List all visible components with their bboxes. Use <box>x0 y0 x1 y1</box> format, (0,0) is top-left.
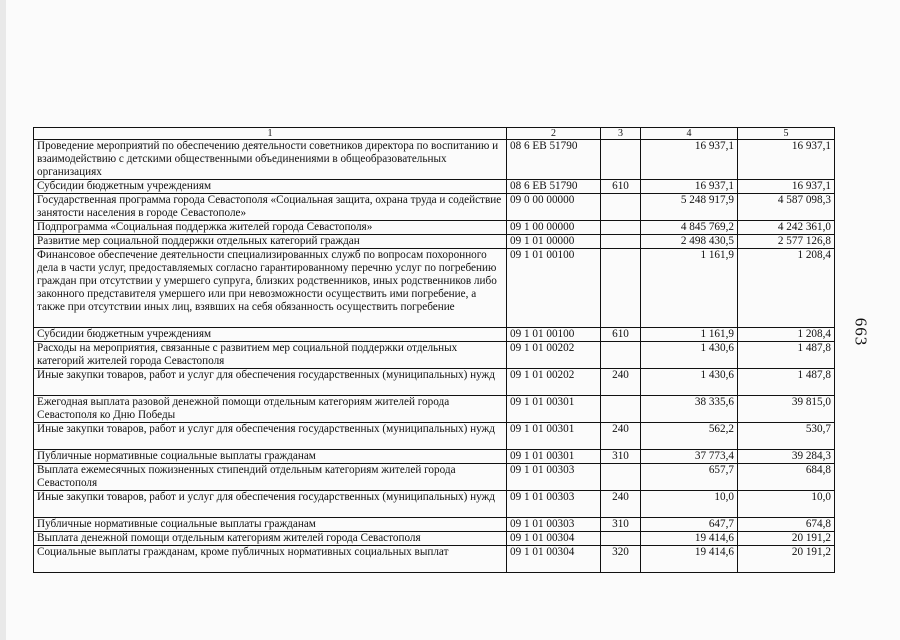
expense-type-code <box>601 194 641 221</box>
table-row <box>34 235 835 249</box>
row-name: Иные закупки товаров, работ и услуг для обеспечения государственных (муниципальных) нужд <box>34 369 507 396</box>
amount-year-1: 4 845 769,2 <box>641 221 738 235</box>
page-number: 663 <box>851 317 871 347</box>
target-article-code: 08 6 EB 51790 <box>507 140 601 180</box>
budget-table-body <box>34 128 835 573</box>
table-row <box>34 221 835 235</box>
amount-year-1: 1 161,9 <box>641 328 738 342</box>
table-row <box>34 396 835 423</box>
table-row <box>34 342 835 369</box>
amount-year-1: 2 498 430,5 <box>641 235 738 249</box>
column-header: 3 <box>601 128 641 140</box>
target-article-code: 09 1 01 00303 <box>507 518 601 532</box>
target-article-code: 09 1 01 00301 <box>507 450 601 464</box>
target-article-code: 09 1 01 00202 <box>507 342 601 369</box>
expense-type-code <box>601 221 641 235</box>
budget-table <box>33 127 835 573</box>
expense-type-code: 610 <box>601 180 641 194</box>
amount-year-2: 4 242 361,0 <box>738 221 835 235</box>
amount-year-2: 20 191,2 <box>738 546 835 573</box>
amount-year-1: 1 430,6 <box>641 369 738 396</box>
target-article-code: 09 1 01 00304 <box>507 546 601 573</box>
amount-year-2: 1 487,8 <box>738 369 835 396</box>
table-row <box>34 464 835 491</box>
amount-year-1: 16 937,1 <box>641 140 738 180</box>
amount-year-1: 647,7 <box>641 518 738 532</box>
amount-year-1: 37 773,4 <box>641 450 738 464</box>
table-row <box>34 491 835 518</box>
expense-type-code: 310 <box>601 518 641 532</box>
row-name: Выплата ежемесячных пожизненных стипендий отдельным категориям жителей города Севастополя <box>34 464 507 491</box>
amount-year-1: 16 937,1 <box>641 180 738 194</box>
target-article-code: 09 1 01 00303 <box>507 464 601 491</box>
amount-year-2: 2 577 126,8 <box>738 235 835 249</box>
row-name: Выплата денежной помощи отдельным категориям жителей города Севастополя <box>34 532 507 546</box>
target-article-code: 09 1 01 00100 <box>507 328 601 342</box>
expense-type-code: 240 <box>601 491 641 518</box>
expense-type-code: 610 <box>601 328 641 342</box>
target-article-code: 09 1 01 00000 <box>507 235 601 249</box>
amount-year-2: 1 208,4 <box>738 328 835 342</box>
table-row <box>34 532 835 546</box>
table-row <box>34 518 835 532</box>
table-row <box>34 249 835 328</box>
target-article-code: 09 0 00 00000 <box>507 194 601 221</box>
row-name: Субсидии бюджетным учреждениям <box>34 328 507 342</box>
table-row <box>34 450 835 464</box>
row-name: Государственная программа города Севастополя «Социальная защита, охрана труда и содействие занятости населения в городе Севастополе» <box>34 194 507 221</box>
expense-type-code: 240 <box>601 369 641 396</box>
amount-year-1: 19 414,6 <box>641 532 738 546</box>
target-article-code: 09 1 01 00100 <box>507 249 601 328</box>
row-name: Развитие мер социальной поддержки отдельных категорий граждан <box>34 235 507 249</box>
amount-year-2: 39 284,3 <box>738 450 835 464</box>
table-row <box>34 423 835 450</box>
table-row <box>34 194 835 221</box>
row-name: Иные закупки товаров, работ и услуг для обеспечения государственных (муниципальных) нужд <box>34 423 507 450</box>
amount-year-2: 16 937,1 <box>738 180 835 194</box>
expense-type-code: 320 <box>601 546 641 573</box>
target-article-code: 08 6 EB 51790 <box>507 180 601 194</box>
table-row <box>34 140 835 180</box>
row-name: Расходы на мероприятия, связанные с развитием мер социальной поддержки отдельных категорий жителей города Севастополя <box>34 342 507 369</box>
expense-type-code <box>601 532 641 546</box>
amount-year-2: 10,0 <box>738 491 835 518</box>
column-header: 4 <box>641 128 738 140</box>
amount-year-1: 1 430,6 <box>641 342 738 369</box>
expense-type-code <box>601 396 641 423</box>
target-article-code: 09 1 00 00000 <box>507 221 601 235</box>
amount-year-2: 16 937,1 <box>738 140 835 180</box>
amount-year-1: 10,0 <box>641 491 738 518</box>
target-article-code: 09 1 01 00301 <box>507 396 601 423</box>
row-name: Публичные нормативные социальные выплаты гражданам <box>34 450 507 464</box>
column-header: 1 <box>34 128 507 140</box>
table-row <box>34 180 835 194</box>
amount-year-2: 684,8 <box>738 464 835 491</box>
expense-type-code <box>601 464 641 491</box>
table-row <box>34 369 835 396</box>
table-row <box>34 328 835 342</box>
target-article-code: 09 1 01 00202 <box>507 369 601 396</box>
row-name: Иные закупки товаров, работ и услуг для обеспечения государственных (муниципальных) нужд <box>34 491 507 518</box>
amount-year-1: 19 414,6 <box>641 546 738 573</box>
expense-type-code <box>601 235 641 249</box>
expense-type-code: 310 <box>601 450 641 464</box>
amount-year-1: 5 248 917,9 <box>641 194 738 221</box>
expense-type-code <box>601 140 641 180</box>
amount-year-1: 38 335,6 <box>641 396 738 423</box>
target-article-code: 09 1 01 00301 <box>507 423 601 450</box>
expense-type-code: 240 <box>601 423 641 450</box>
expense-type-code <box>601 249 641 328</box>
row-name: Субсидии бюджетным учреждениям <box>34 180 507 194</box>
row-name: Подпрограмма «Социальная поддержка жителей города Севастополя» <box>34 221 507 235</box>
column-number-row <box>34 128 835 140</box>
row-name: Социальные выплаты гражданам, кроме публичных нормативных социальных выплат <box>34 546 507 573</box>
target-article-code: 09 1 01 00303 <box>507 491 601 518</box>
expense-type-code <box>601 342 641 369</box>
amount-year-2: 1 208,4 <box>738 249 835 328</box>
amount-year-2: 530,7 <box>738 423 835 450</box>
amount-year-1: 1 161,9 <box>641 249 738 328</box>
scan-edge <box>0 0 6 640</box>
amount-year-2: 20 191,2 <box>738 532 835 546</box>
row-name: Финансовое обеспечение деятельности специализированных служб по вопросам похоронного дела в части услуг, предоставляемых согласно гарантированному перечню услуг по погребению граждан при отсутствии у умершего супруга, близких родственников, иных родственников либо законного представителя умершего или при невозможности осуществить ими погребение, а также при отсутствии иных лиц, взявших на себя обязанность осуществить погребение <box>34 249 507 328</box>
amount-year-2: 4 587 098,3 <box>738 194 835 221</box>
target-article-code: 09 1 01 00304 <box>507 532 601 546</box>
row-name: Ежегодная выплата разовой денежной помощи отдельным категориям жителей города Севастополя ко Дню Победы <box>34 396 507 423</box>
column-header: 2 <box>507 128 601 140</box>
column-header: 5 <box>738 128 835 140</box>
amount-year-1: 562,2 <box>641 423 738 450</box>
amount-year-2: 39 815,0 <box>738 396 835 423</box>
amount-year-2: 674,8 <box>738 518 835 532</box>
amount-year-2: 1 487,8 <box>738 342 835 369</box>
row-name: Публичные нормативные социальные выплаты гражданам <box>34 518 507 532</box>
row-name: Проведение мероприятий по обеспечению деятельности советников директора по воспитанию и взаимодействию с детскими общественными объединениями в общеобразовательных организациях <box>34 140 507 180</box>
amount-year-1: 657,7 <box>641 464 738 491</box>
table-row <box>34 546 835 573</box>
